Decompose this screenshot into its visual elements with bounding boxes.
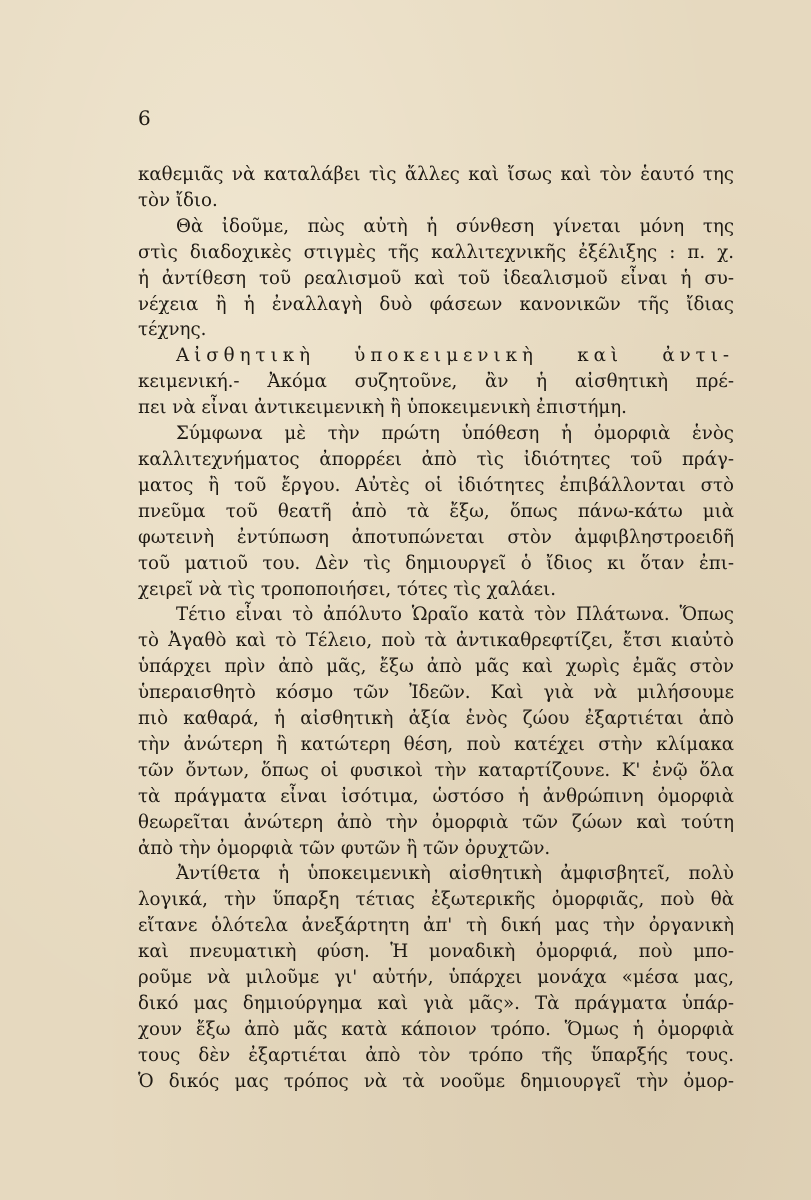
text-line: Αἰσθητικὴ ὑποκειμενικὴ καὶ ἀντι- <box>176 345 734 367</box>
text-line: τους δὲν ἐξαρτιέται ἀπὸ τὸν τρόπο τῆς ὕπαρξής τους. <box>138 1044 734 1066</box>
text-line: θεωρεῖται ἀνώτερη ἀπὸ τὴν ὀμορφιὰ τῶν ζώων καὶ τούτη <box>138 811 734 833</box>
text-line: ὑπάρχει πρὶν ἀπὸ μᾶς, ἔξω ἀπὸ μᾶς καὶ χωρὶς ἐμᾶς στὸν <box>138 656 734 678</box>
text-line: καὶ πνευματικὴ φύση. Ἡ μοναδικὴ ὀμορφιά, ποὺ μπο- <box>138 941 734 963</box>
text-line: τὸν ἴδιο. <box>138 189 218 211</box>
text-line: χειρεῖ νὰ τὶς τροποποιήσει, τότες τὶς χαλάει. <box>138 578 557 600</box>
text-line: πει νὰ εἶναι ἀντικειμενικὴ ἢ ὑποκειμενικὴ ἐπιστήμη. <box>138 397 627 419</box>
text-line: τὰ πράγματα εἶναι ἰσότιμα, ὡστόσο ἡ ἀνθρώπινη ὀμορφιὰ <box>138 785 734 807</box>
text-line: κειμενική.- Ἀκόμα συζητοῦνε, ἂν ἡ αἰσθητικὴ πρέ- <box>138 371 734 393</box>
text-line: τῶν ὄντων, ὅπως οἱ φυσικοὶ τὴν καταρτίζουνε. Κ' ἐνῷ ὅλα <box>138 759 734 781</box>
text-line: Ὁ δικός μας τρόπος νὰ τὰ νοοῦμε δημιουργεῖ τὴν ὀμορ- <box>138 1070 734 1092</box>
text-line: Ἀντίθετα ἡ ὑποκειμενικὴ αἰσθητικὴ ἀμφισβητεῖ, πολὺ <box>176 863 734 885</box>
text-line: δικό μας δημιούργημα καὶ γιὰ μᾶς». Τὰ πράγματα ὑπάρ- <box>138 993 734 1014</box>
text-line: λογικά, τὴν ὕπαρξη τέτιας ἐξωτερικῆς ὀμορφιᾶς, ποὺ θὰ <box>138 889 734 911</box>
text-line: ὑπεραισθητὸ κόσμο τῶν Ἰδεῶν. Καὶ γιὰ νὰ μιλήσουμε <box>138 682 734 704</box>
text-line: Σύμφωνα μὲ τὴν πρώτη ὑπόθεση ἡ ὀμορφιὰ ἑνὸς <box>176 423 734 445</box>
text-line: ροῦμε νὰ μιλοῦμε γι' αὐτήν, ὑπάρχει μονάχα «μέσα μας, <box>138 967 734 989</box>
text-line: καθεμιᾶς νὰ καταλάβει τὶς ἄλλες καὶ ἴσως καὶ τὸν ἑαυτό της <box>138 164 734 185</box>
text-line: πνεῦμα τοῦ θεατῆ ἀπὸ τὰ ἔξω, ὅπως πάνω-κάτω μιὰ <box>138 500 734 522</box>
text-line: τοῦ ματιοῦ του. Δὲν τὶς δημιουργεῖ ὁ ἴδιος κι ὅταν ἐπι- <box>138 552 734 574</box>
text-line: στὶς διαδοχικὲς στιγμὲς τῆς καλλιτεχνικῆς ἐξέλιξης : π. χ. <box>138 241 734 263</box>
text-line: φωτεινὴ ἐντύπωση ἀποτυπώνεται στὸν ἀμφιβληστροειδῆ <box>138 526 734 548</box>
text-line: εἴτανε ὁλότελα ἀνεξάρτητη ἀπ' τὴ δική μας τὴν ὀργανικὴ <box>138 915 734 937</box>
body-text <box>138 162 734 1095</box>
text-line: Θὰ ἰδοῦμε, πὼς αὐτὴ ἡ σύνθεση γίνεται μόνη της <box>176 215 734 237</box>
text-line: πιὸ καθαρά, ἡ αἰσθητικὴ ἀξία ἑνὸς ζώου ἐξαρτιέται ἀπὸ <box>138 708 734 730</box>
text-line: χουν ἔξω ἀπὸ μᾶς κατὰ κάποιον τρόπο. Ὅμως ἡ ὀμορφιὰ <box>138 1018 734 1040</box>
page-number: 6 <box>138 106 151 130</box>
text-line: τὴν ἀνώτερη ἢ κατώτερη θέση, ποὺ κατέχει στὴν κλίμακα <box>138 733 734 755</box>
text-line: ἀπὸ τὴν ὀμορφιὰ τῶν φυτῶν ἢ τῶν ὀρυχτῶν. <box>138 837 551 859</box>
text-line: τέχνης. <box>138 319 207 341</box>
text-line: ἡ ἀντίθεση τοῦ ρεαλισμοῦ καὶ τοῦ ἰδεαλισμοῦ εἶναι ἡ συ- <box>138 267 734 289</box>
text-line: ματος ἢ τοῦ ἔργου. Αὐτὲς οἱ ἰδιότητες ἐπιβάλλονται στὸ <box>138 474 734 496</box>
text-line: τὸ Ἀγαθὸ καὶ τὸ Τέλειο, ποὺ τὰ ἀντικαθρεφτίζει, ἔτσι κιαὐτὸ <box>138 630 734 652</box>
text-line: νέχεια ἢ ἡ ἐναλλαγὴ δυὸ φάσεων κανονικῶν τῆς ἴδιας <box>138 293 734 315</box>
text-line: καλλιτεχνήματος ἀπορρέει ἀπὸ τὶς ἰδιότητες τοῦ πράγ- <box>138 448 734 470</box>
text-line: Τέτιο εἶναι τὸ ἀπόλυτο Ὡραῖο κατὰ τὸν Πλάτωνα. Ὅπως <box>176 604 734 626</box>
